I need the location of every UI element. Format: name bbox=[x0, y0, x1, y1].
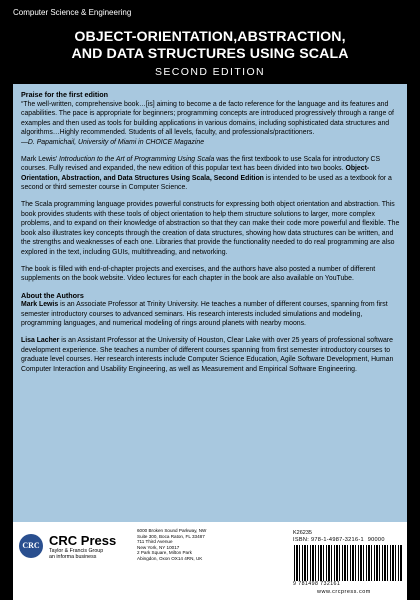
title-line-2: AND DATA STRUCTURES USING SCALA bbox=[71, 46, 349, 62]
edition-label: SECOND EDITION bbox=[154, 66, 266, 78]
praise-attribution: —D. Papamichail, University of Miami in CHOICE Magazine bbox=[21, 138, 205, 146]
barcode-icon bbox=[294, 545, 402, 581]
supplements-paragraph: The book is filled with end-of-chapter projects and exercises, and the authors have also posted a number of different supplements on the book website. Video lectures for each chapter in the book are also available on YouTube. bbox=[21, 265, 376, 283]
author-name: Mark Lewis bbox=[21, 301, 59, 309]
publisher-website: www.crcpress.com bbox=[317, 589, 371, 595]
category-label: Computer Science & Engineering bbox=[13, 8, 132, 17]
barcode-number: 9 781498 732161 bbox=[293, 581, 341, 587]
author-bio-lisa-lacher: Lisa Lacher is an Assistant Professor at the University of Houston, Clear Lake with over 25 years of professional software development experience. She teaches a number of different courses spanning from first semester introductory courses to graduate level courses. Her research interests include Computer Science Education, Agile Software Development, Human Computer Interaction and Usability Engineering, as well as Measurement and Empirical Software Engineering. bbox=[21, 337, 394, 373]
description-paragraph: The Scala programming language provides powerful constructs for expressing both object orientation and abstraction. This book provides students with these tools of object orientation to help them structure solutions to larger, more complex problems, and to expand on their knowledge of abstraction so that they can make their code more powerful and flexible. The book also illustrates key concepts through the creation of data structures, showing how data structures can be written, and the strengths and weaknesses of each one. Libraries that provide the functionality needed to do real programming are also explored in the text, including GUIs, multithreading, and networking. bbox=[21, 200, 400, 256]
first-book-title: Introduction to the Art of Programming Using Scala bbox=[59, 155, 215, 163]
author-bio-mark-lewis: Mark Lewis is an Associate Professor at Trinity University. He teaches a number of different courses, spanning from first semester introductory courses to advanced seminars. His research interests included simulations and modeling, programming languages, and numerical modeling of rings around planets with nearby moons. bbox=[21, 301, 388, 328]
publisher-tagline: Taylor & Francis Group an informa business bbox=[49, 548, 104, 560]
title-line-1: OBJECT-ORIENTATION,ABSTRACTION, bbox=[74, 29, 346, 45]
price-code: 90000 bbox=[367, 537, 385, 543]
isbn-label: ISBN: 978-1-4987-3216-1 90000 bbox=[293, 537, 385, 543]
author-name: Lisa Lacher bbox=[21, 337, 60, 345]
authors-heading: About the Authors bbox=[21, 290, 84, 300]
praise-heading: Praise for the first edition bbox=[21, 90, 109, 99]
description-panel bbox=[13, 84, 407, 522]
second-book-title: Object-Orientation, Abstraction, and Data Structures Using Scala, Second Edition bbox=[21, 165, 370, 182]
crc-logo-icon: CRC bbox=[19, 534, 43, 558]
publisher-addresses: 6000 Broken Sound Parkway, NW Suite 300, Boca Raton, FL 33487 711 Third Avenue New York, NY 10017 2 Park Square, Milton Park Abingdon, Oxon OX14 4RN, UK bbox=[137, 528, 207, 561]
product-code: K26235 bbox=[293, 530, 312, 536]
praise-quote: “The well-written, comprehensive book…[is] aiming to become a de facto reference for the language and its features and capabilities. The pace is appropriate for beginners; programming concepts are introduced progressively through a range of examples and then used as tools for building applications in various domains, including sophisticated data structures and algorithms…Highly recommended. Students of all levels, faculty, and professionals/practitioners. bbox=[21, 100, 394, 137]
publisher-footer bbox=[13, 522, 407, 600]
book-title bbox=[0, 29, 420, 63]
publisher-name: CRC Press bbox=[49, 533, 117, 548]
intro-paragraph: Mark Lewis’ Introduction to the Art of Programming Using Scala was the first textbook to use Scala for introductory CS courses. Fully revised and expanded, the new edition of this popular text has been divided into two books. Object-Orientation, Abstraction, and Data Structures Using Scala, Second Edition is intended to be used as a textbook for a second or third semester course in Computer Science. bbox=[21, 155, 392, 192]
